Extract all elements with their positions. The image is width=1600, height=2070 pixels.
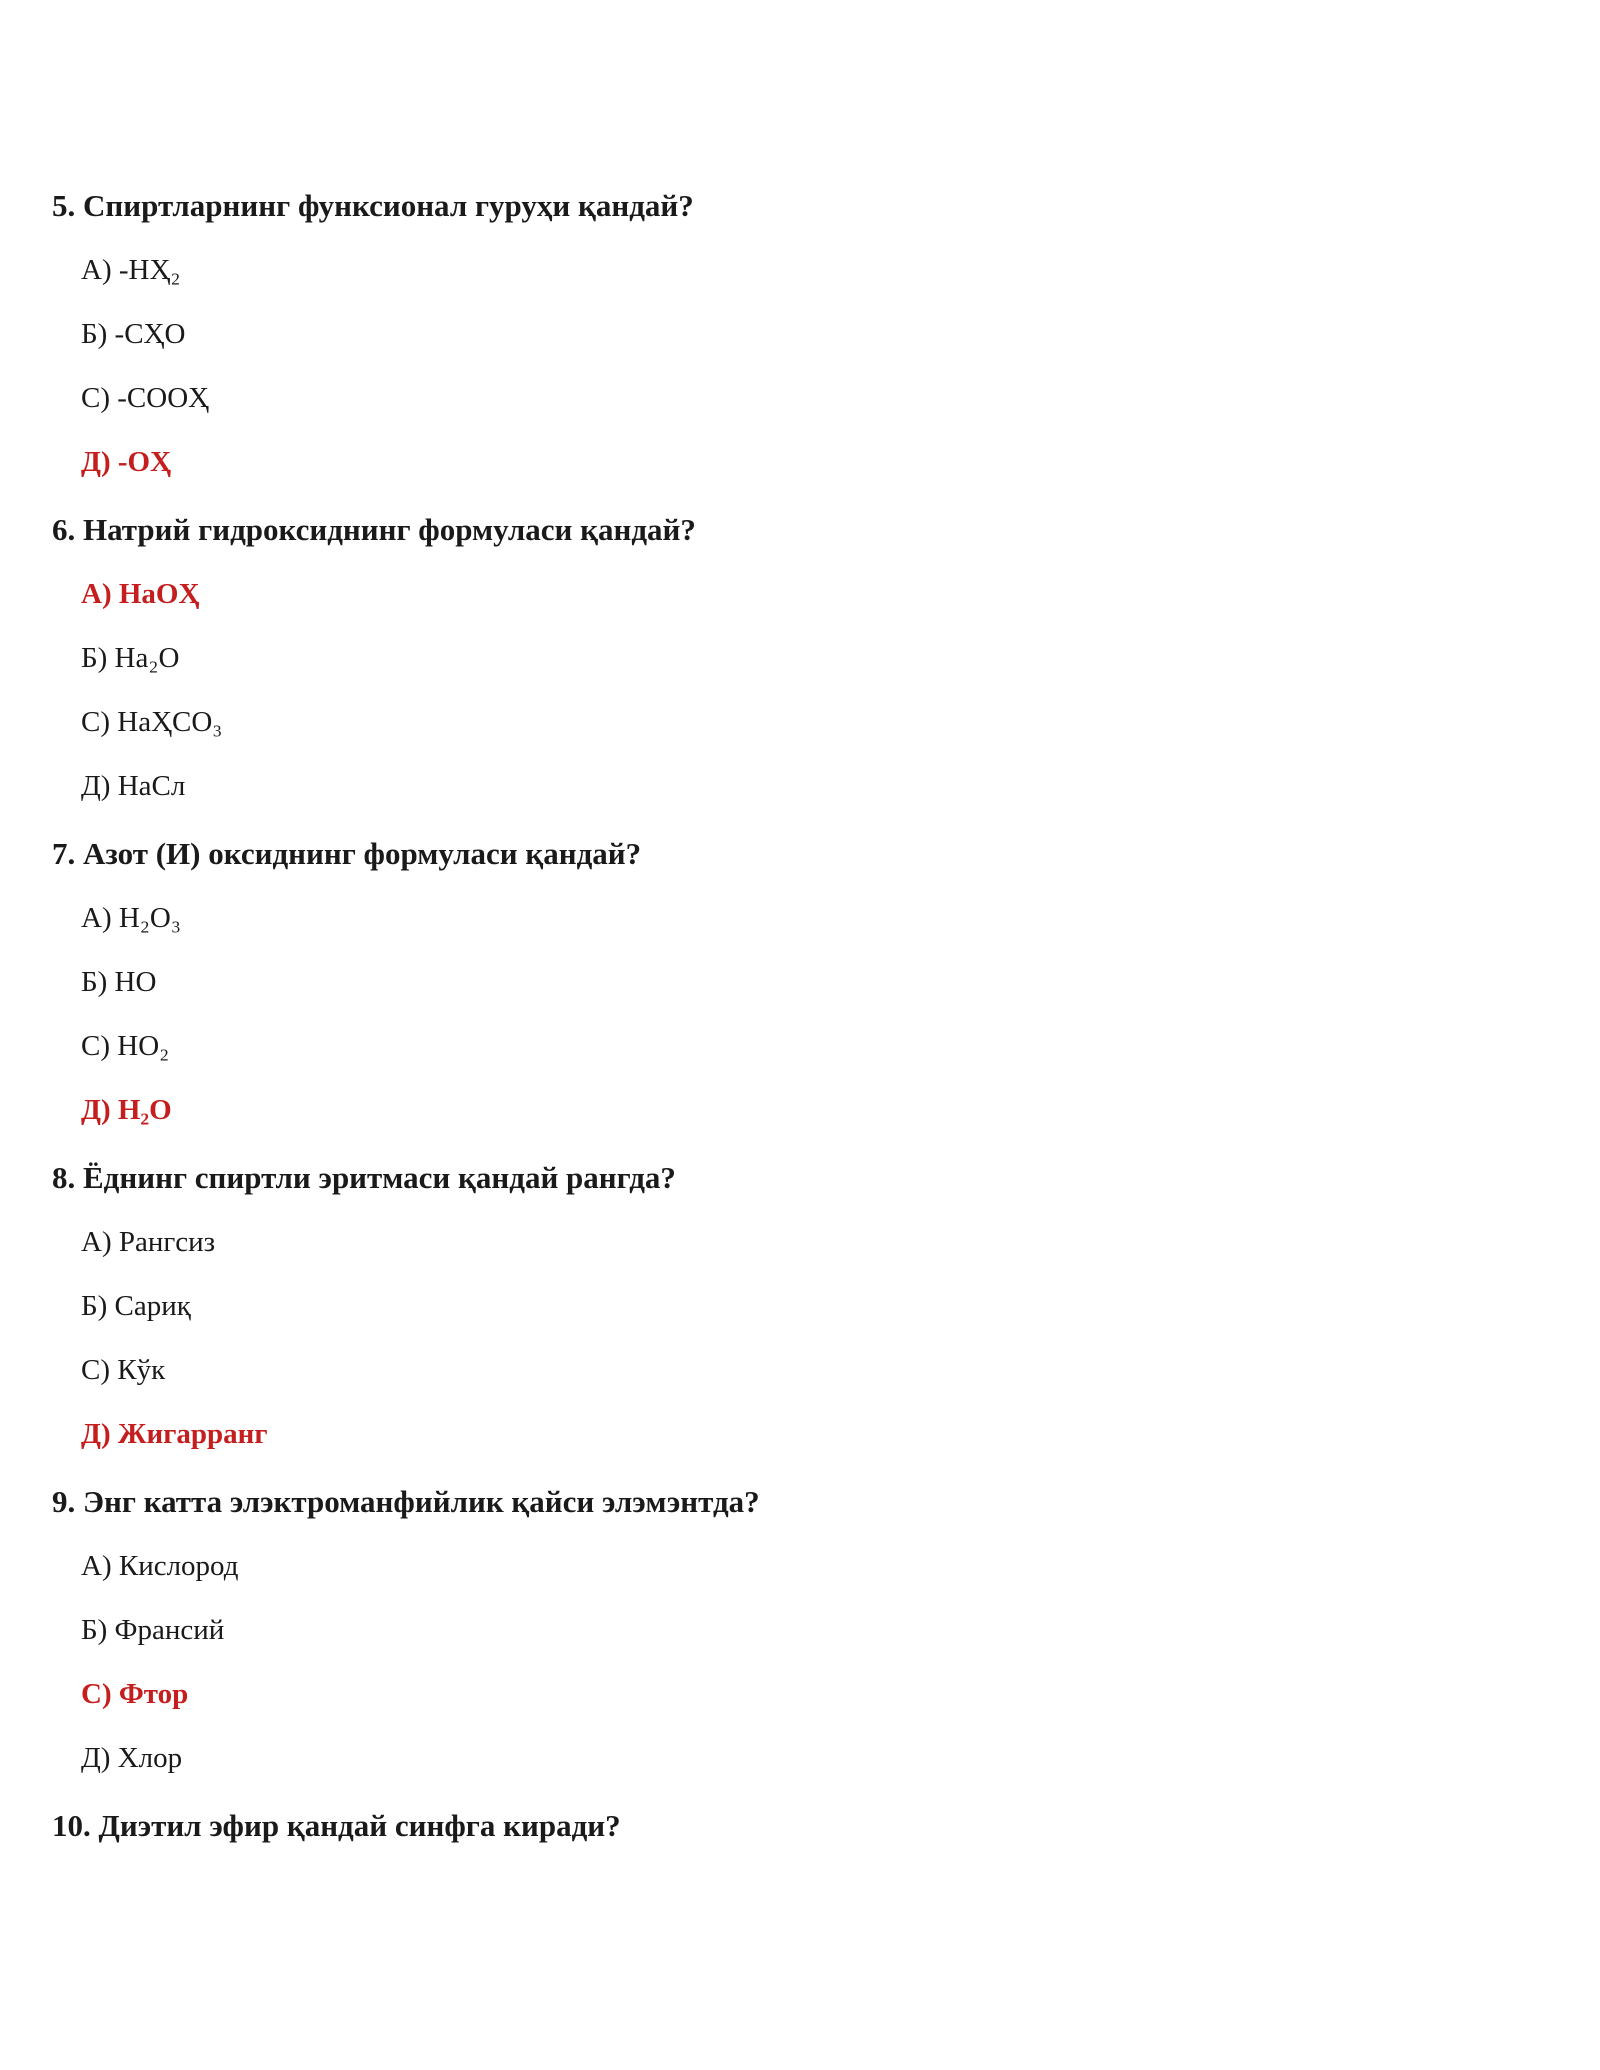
q5-option-b: Б) -СҲО bbox=[81, 318, 186, 350]
question-10: 10. Диэтил эфир қандай синфга киради? bbox=[52, 1808, 621, 1843]
question-9: 9. Энг катта элэктроманфийлик қайси элэмэнтда? bbox=[52, 1484, 760, 1519]
q8-option-a: А) Рангсиз bbox=[81, 1226, 216, 1258]
q8-option-b: Б) Сариқ bbox=[81, 1290, 191, 1322]
question-5: 5. Спиртларнинг функсионал гуруҳи қандай? bbox=[52, 188, 694, 223]
question-6: 6. Натрий гидроксиднинг формуласи қандай? bbox=[52, 512, 696, 547]
q9-option-c-correct: С) Фтор bbox=[81, 1678, 189, 1710]
q5-option-c: С) -СООҲ bbox=[81, 382, 210, 414]
q7-option-a: А) Н₂О₃ bbox=[81, 902, 181, 934]
q7-option-d-correct: Д) Н₂О bbox=[81, 1094, 172, 1126]
q5-option-a: А) -НҲ₂ bbox=[81, 254, 181, 286]
q7-option-b: Б) НО bbox=[81, 966, 157, 998]
q8-option-d-correct: Д) Жигарранг bbox=[81, 1418, 268, 1450]
q9-option-d: Д) Хлор bbox=[81, 1742, 183, 1774]
question-8: 8. Ёднинг спиртли эритмаси қандай рангда? bbox=[52, 1160, 676, 1195]
q6-option-d: Д) НаСл bbox=[81, 770, 186, 802]
q8-option-c: С) Кўк bbox=[81, 1354, 166, 1386]
q6-option-c: С) НаҲСО₃ bbox=[81, 706, 223, 738]
q7-option-c: С) НО₂ bbox=[81, 1030, 170, 1062]
q9-option-a: А) Кислород bbox=[81, 1550, 239, 1582]
q6-option-b: Б) На₂О bbox=[81, 642, 180, 674]
question-7: 7. Азот (И) оксиднинг формуласи қандай? bbox=[52, 836, 642, 871]
q6-option-a-correct: А) НаОҲ bbox=[81, 578, 200, 610]
q5-option-d-correct: Д) -ОҲ bbox=[81, 446, 172, 478]
q9-option-b: Б) Франсий bbox=[81, 1614, 225, 1646]
